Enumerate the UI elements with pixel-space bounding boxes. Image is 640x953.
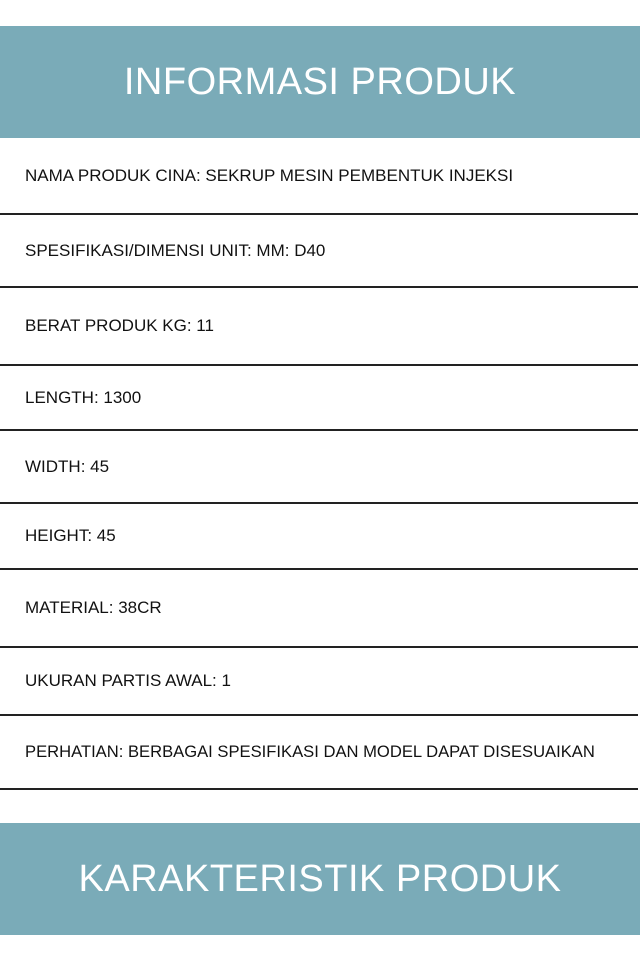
product-info-banner [0,26,640,138]
spec-text: PERHATIAN: BERBAGAI SPESIFIKASI DAN MODEL DAPAT DISESUAIKAN [25,742,595,761]
spec-row-product-name [0,138,638,215]
spec-row-height [0,504,638,570]
spec-row-weight [0,288,638,366]
spec-text: NAMA PRODUK CINA: SEKRUP MESIN PEMBENTUK INJEKSI [25,165,514,185]
spec-row-material [0,570,638,648]
spec-text: UKURAN PARTIS AWAL: 1 [25,671,231,690]
spec-row-notice [0,716,638,790]
spec-text: BERAT PRODUK KG: 11 [25,316,214,335]
spec-text: MATERIAL: 38CR [25,598,162,617]
spec-text: HEIGHT: 45 [25,526,116,545]
product-characteristics-banner [0,823,640,935]
product-info-title: INFORMASI PRODUK [123,60,517,103]
spec-row-part-size [0,648,638,716]
spec-row-width [0,431,638,504]
product-characteristics-title: KARAKTERISTIK PRODUK [78,857,562,900]
spec-row-dimensions [0,215,638,288]
spec-text: WIDTH: 45 [25,456,110,476]
spec-text: LENGTH: 1300 [25,387,142,407]
spec-text: SPESIFIKASI/DIMENSI UNIT: MM: D40 [25,240,326,260]
spec-list [0,138,640,790]
spec-row-length [0,366,638,431]
